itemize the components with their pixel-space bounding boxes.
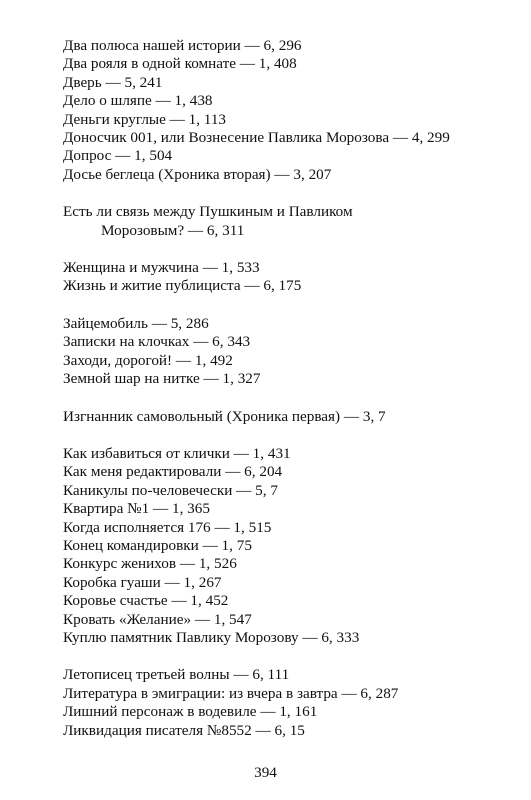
index-entry: Литература в эмиграции: из вчера в завтра — 6, 287 — [63, 684, 399, 702]
index-group-zh — [63, 259, 503, 296]
index-entry: Деньги круглые — 1, 113 — [63, 110, 227, 128]
index-group-l — [63, 666, 503, 740]
index-group-z — [63, 315, 503, 389]
index-entry: Два полюса нашей истории — 6, 296 — [63, 37, 302, 54]
index-entry: Доносчик 001, или Вознесение Павлика Морозова — 4, 299 — [63, 129, 450, 147]
index-entry: Изгнанник самовольный (Хроника первая) — 3, 7 — [63, 407, 386, 425]
index-entry-continuation: Морозовым? — 6, 311 — [101, 221, 245, 239]
index-entry: Досье беглеца (Хроника вторая) — 3, 207 — [63, 165, 332, 183]
index-entry: Дверь — 5, 241 — [63, 73, 163, 91]
index-entry: Квартира №1 — 1, 365 — [63, 500, 210, 518]
index-entry: Коробка гуаши — 1, 267 — [63, 573, 222, 591]
index-entry: Женщина и мужчина — 1, 533 — [63, 259, 260, 277]
index-entry: Куплю памятник Павлику Морозову — 6, 333 — [63, 628, 360, 646]
index-entry: Записки на клочках — 6, 343 — [63, 333, 251, 351]
index-entry: Дело о шляпе — 1, 438 — [63, 92, 213, 110]
index-entry: Ликвидация писателя №8552 — 6, 15 — [63, 721, 305, 739]
index-group-d — [63, 37, 503, 184]
index-entry: Зайцемобиль — 5, 286 — [63, 314, 209, 332]
index-entry: Коровье счастье — 1, 452 — [63, 592, 229, 610]
index-entry: Каникулы по-человечески — 5, 7 — [63, 481, 278, 499]
page-number: 394 — [254, 764, 277, 781]
index-entry: Конец командировки — 1, 75 — [63, 536, 252, 554]
index-entry: Есть ли связь между Пушкиным и Павликом — [63, 203, 353, 221]
index-entry: Кровать «Желание» — 1, 547 — [63, 610, 252, 628]
index-entry: Как меня редактировали — 6, 204 — [63, 463, 283, 481]
index-entry: Заходи, дорогой! — 1, 492 — [63, 351, 233, 369]
index-entry: Конкурс женихов — 1, 526 — [63, 555, 237, 573]
index-group-e — [63, 203, 503, 240]
index-entry: Жизнь и житие публициста — 6, 175 — [63, 277, 302, 295]
index-group-k — [63, 445, 503, 647]
index-entry: Летописец третьей волны — 6, 111 — [63, 666, 290, 684]
index-page — [63, 37, 503, 759]
index-entry: Как избавиться от клички — 1, 431 — [63, 444, 291, 462]
index-entry: Когда исполняется 176 — 1, 515 — [63, 518, 272, 536]
index-entry: Два рояля в одной комнате — 1, 408 — [63, 55, 297, 73]
index-entry: Лишний персонаж в водевиле — 1, 161 — [63, 703, 318, 721]
index-group-i — [63, 408, 503, 426]
index-entry: Земной шар на нитке — 1, 327 — [63, 370, 261, 388]
index-entry: Допрос — 1, 504 — [63, 147, 173, 165]
